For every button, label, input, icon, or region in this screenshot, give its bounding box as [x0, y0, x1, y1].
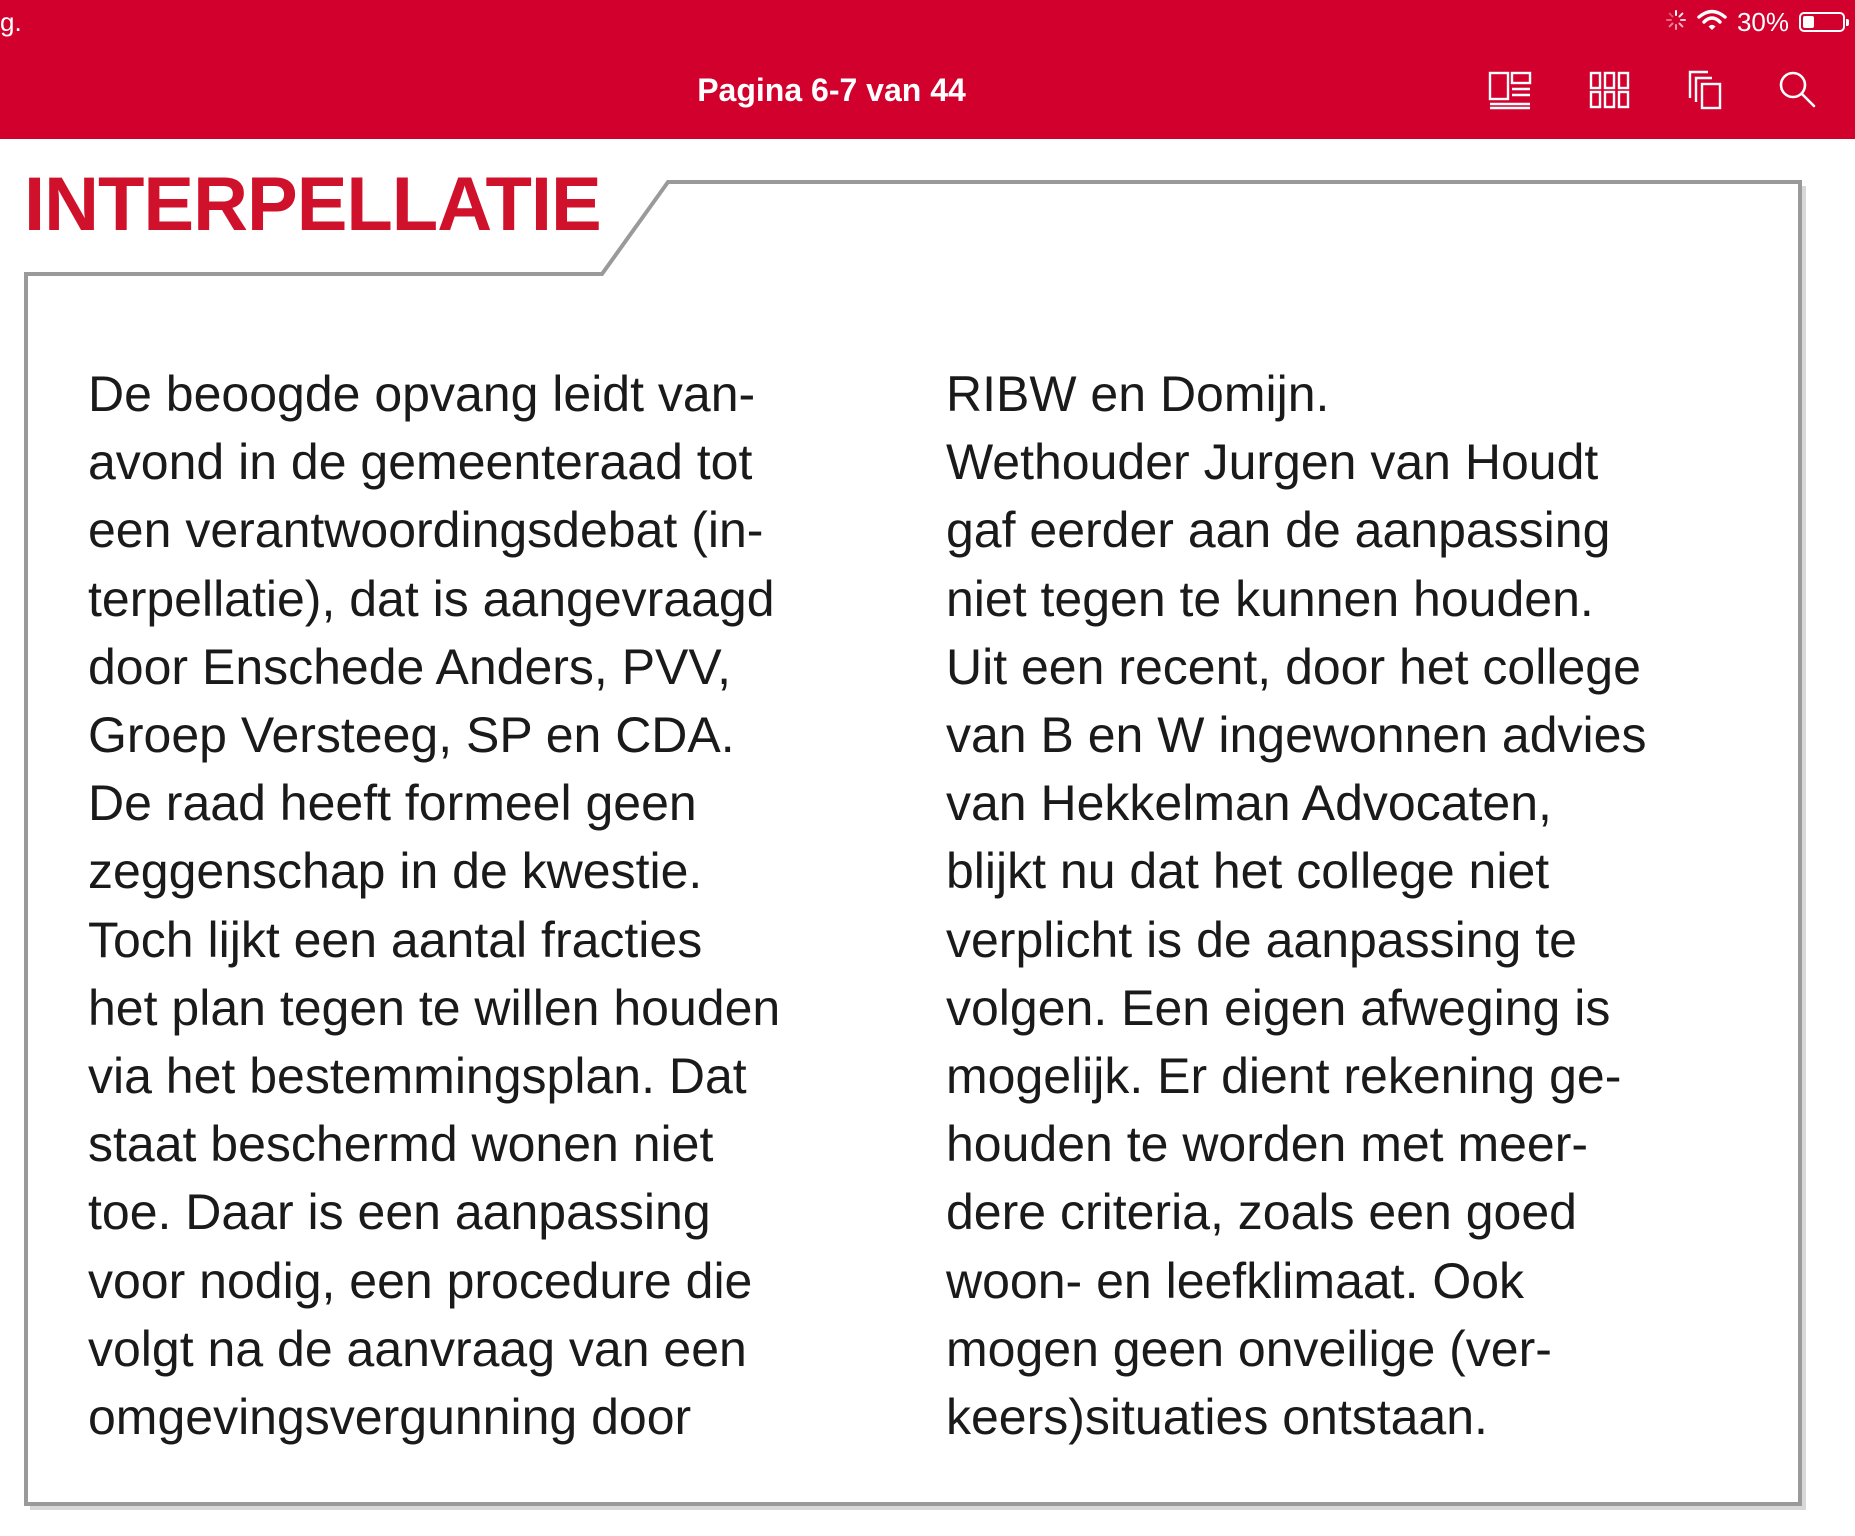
battery-level-fill [1803, 16, 1814, 28]
wifi-icon [1697, 7, 1727, 38]
battery-icon [1799, 12, 1845, 32]
grid-view-button[interactable] [1588, 68, 1632, 112]
layout-toggle-button[interactable] [1488, 68, 1532, 112]
pages-copy-button[interactable] [1684, 68, 1728, 112]
battery-percent: 30% [1736, 6, 1789, 37]
status-bar-right [1665, 4, 1845, 40]
article-heading: INTERPELLATIE [24, 162, 601, 247]
layout-toggle-icon [1488, 70, 1532, 110]
search-icon [1778, 70, 1818, 110]
article-column-left: De beoogde opvang leidt van- avond in de gemeenteraad tot een verantwoordingsdebat (in- terpellatie), dat is aangevraagd door Enschede Anders, PVV, Groep Versteeg, SP en CDA. De raad heeft formeel geen zeggenschap in de kwestie. Toch lijkt een aantal fracties het plan tegen te willen houden via het bestemmingsplan. Dat staat beschermd wonen niet toe. Daar is een aanpassing voor nodig, een procedure die volgt na de aanvraag van een omgevingsvergunning door [88, 366, 781, 1446]
pages-copy-icon [1686, 68, 1726, 112]
activity-spinner-icon [1665, 7, 1687, 38]
status-bar-left-text: g. [0, 7, 22, 37]
grid-view-icon [1588, 70, 1632, 110]
search-button[interactable] [1776, 68, 1820, 112]
page-title: Pagina 6-7 van 44 [697, 72, 966, 108]
top-app-bar [0, 0, 1855, 139]
article-column-right: RIBW en Domijn. Wethouder Jurgen van Houdt gaf eerder aan de aanpassing niet tegen te kunnen houden. Uit een recent, door het college van B en W ingewonnen advies van Hekkelman Advocaten, blijkt nu dat het college niet verplicht is de aanpassing te volgen. Een eigen afweging is mogelijk. Er dient rekening ge- houden te worden met meer- dere criteria, zoals een goed woon- en leefklimaat. Ook mogen geen onveilige (ver- keers)situaties ontstaan. [946, 366, 1647, 1446]
